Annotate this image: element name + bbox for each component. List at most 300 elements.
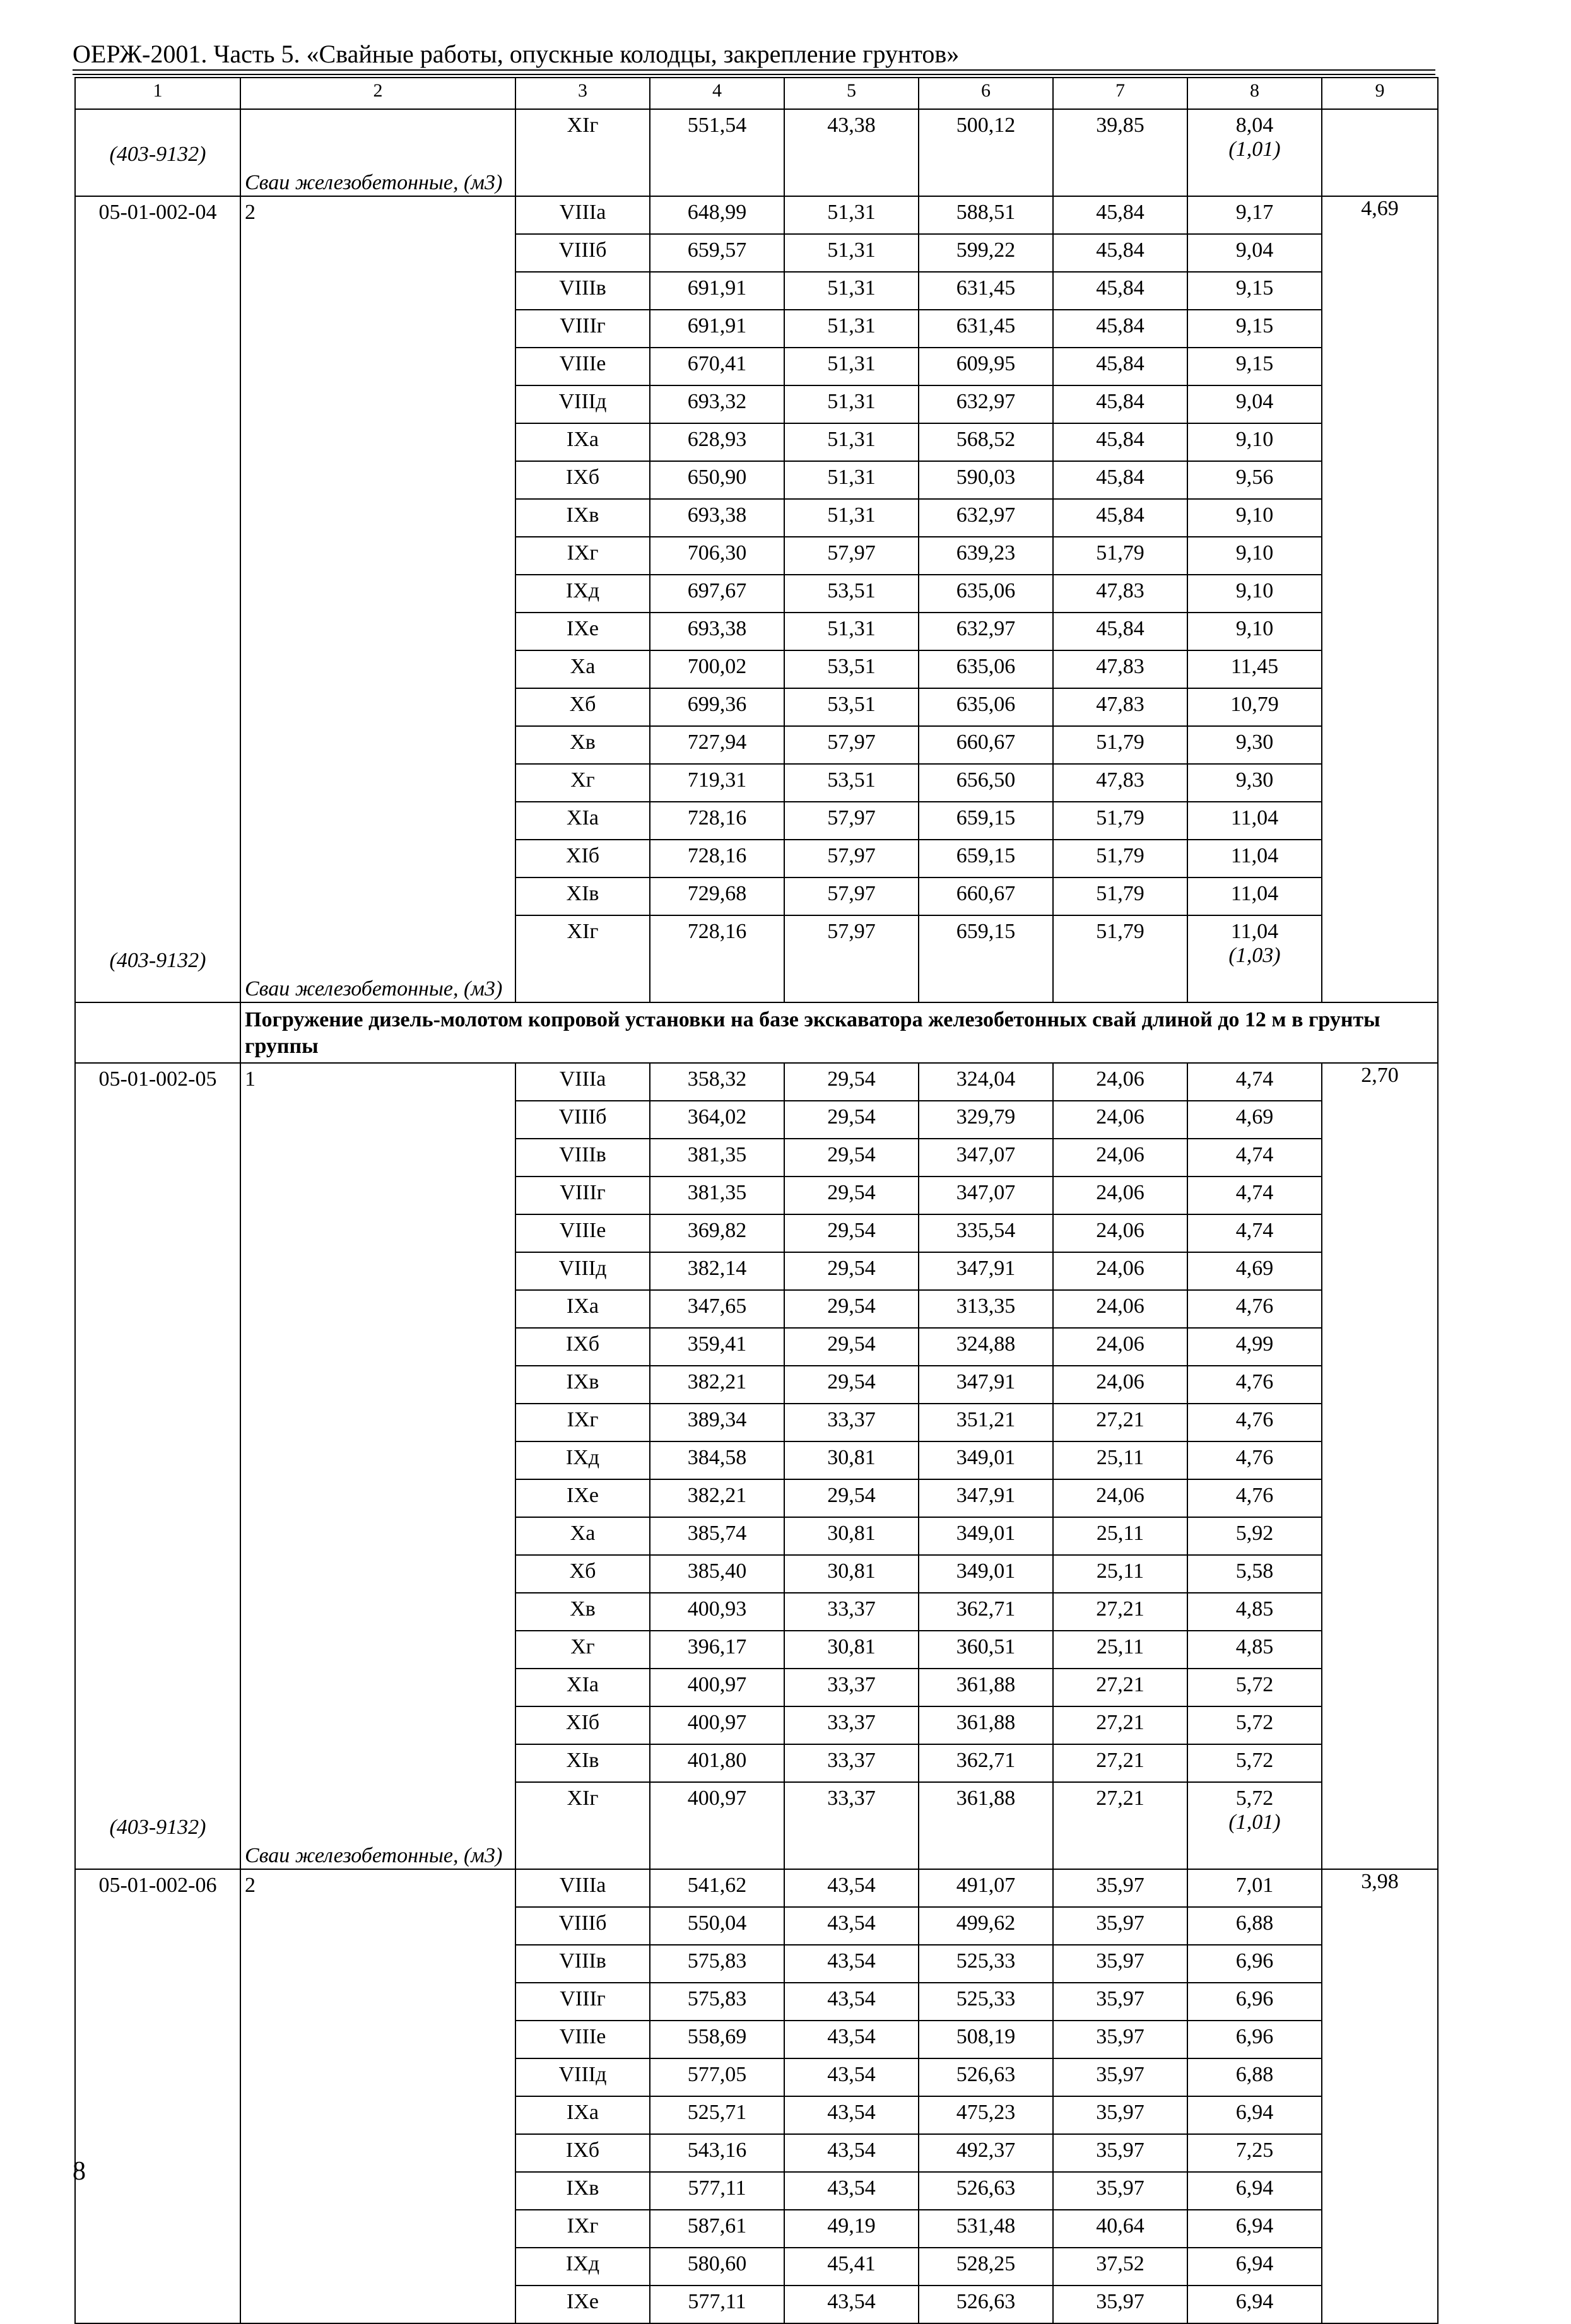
value-cell-c7: 45,84 [1053,310,1187,348]
value-cell-c6: 659,15 [919,840,1053,877]
soil-category: IXа [515,2096,650,2134]
soil-category: VIIIе [515,2021,650,2058]
value-cell-c5: 43,54 [784,1907,919,1945]
soil-category: IXд [515,1441,650,1479]
value-cell-c8: 4,76 [1187,1290,1322,1328]
soil-category: Xг [515,1631,650,1669]
value-cell-c4: 347,65 [650,1290,784,1328]
column-number: 6 [919,78,1053,109]
value-cell-c5: 43,54 [784,2021,919,2058]
value-cell-c8: 5,58 [1187,1555,1322,1593]
value-cell-c5: 45,41 [784,2248,919,2286]
value-cell-c7: 24,06 [1053,1177,1187,1214]
value-cell-c6: 347,91 [919,1252,1053,1290]
value-cell-c7: 35,97 [1053,1869,1187,1907]
soil-category: XIа [515,802,650,840]
soil-group: 2 [245,201,256,224]
value-cell-c8 [1187,1782,1322,1869]
value-cell-c8: 6,88 [1187,1907,1322,1945]
value-cell-c4: 364,02 [650,1101,784,1139]
soil-category: IXв [515,499,650,537]
soil-category: IXа [515,1290,650,1328]
value-cell-c4: 691,91 [650,310,784,348]
table-row [75,1063,1438,1101]
value-cell-c5: 29,54 [784,1063,919,1101]
value-cell-c5: 43,38 [784,109,919,196]
value-cell-c5: 43,54 [784,2096,919,2134]
group-cell [240,196,515,1002]
value-cell-c6: 499,62 [919,1907,1053,1945]
value-cell-c7: 25,11 [1053,1631,1187,1669]
value-cell-c6: 639,23 [919,537,1053,575]
soil-category: IXе [515,1479,650,1517]
value-cell-c6: 635,06 [919,575,1053,613]
value-cell-c5: 33,37 [784,1404,919,1441]
value-cell-c7: 37,52 [1053,2248,1187,2286]
soil-category: XIб [515,840,650,877]
value-cell-c7: 45,84 [1053,613,1187,650]
value-cell-c5: 43,54 [784,2286,919,2323]
value-cell-c5: 43,54 [784,1945,919,1983]
value-cell-c7: 47,83 [1053,575,1187,613]
value-cell-c4: 728,16 [650,915,784,1002]
value-cell-c8: 4,69 [1187,1101,1322,1139]
value-cell-c8: 11,04 [1187,877,1322,915]
soil-category: VIIIд [515,385,650,423]
soil-category: XIв [515,1744,650,1782]
value-cell-c5: 57,97 [784,537,919,575]
value-cell-c7: 47,83 [1053,688,1187,726]
material-ref: (403-9132) [109,143,206,166]
value-cell-c7: 25,11 [1053,1555,1187,1593]
value-cell-c6: 361,88 [919,1706,1053,1744]
value-cell-c8 [1187,109,1322,196]
value-cell-c4: 575,83 [650,1945,784,1983]
rate-code-cell [75,196,240,1002]
value-cell-c4: 587,61 [650,2210,784,2248]
value-cell-c4: 384,58 [650,1441,784,1479]
value-cell-c7: 51,79 [1053,840,1187,877]
value-cell-c6: 349,01 [919,1555,1053,1593]
value-cell-c7: 45,84 [1053,423,1187,461]
value-cell-c5: 53,51 [784,650,919,688]
value-cell-c5: 29,54 [784,1101,919,1139]
value-cell-c8: 6,94 [1187,2286,1322,2323]
rate-code: 05-01-002-05 [98,1067,217,1091]
value-cell-c5: 57,97 [784,915,919,1002]
value-cell-c6: 349,01 [919,1441,1053,1479]
soil-category: VIIIб [515,1907,650,1945]
value-cell-c8: 9,04 [1187,385,1322,423]
value-cell-c4: 727,94 [650,726,784,764]
soil-category: IXе [515,613,650,650]
value-cell-c5: 51,31 [784,348,919,385]
soil-category: VIIIв [515,272,650,310]
soil-category: VIIIе [515,348,650,385]
value-cell-c7: 47,83 [1053,650,1187,688]
value-cell-c7: 24,06 [1053,1101,1187,1139]
value-cell-c4: 550,04 [650,1907,784,1945]
column-number: 4 [650,78,784,109]
value-cell-c5: 53,51 [784,764,919,802]
value-cell-c7: 45,84 [1053,499,1187,537]
soil-category: VIIIд [515,2058,650,2096]
value-cell-c7: 24,06 [1053,1139,1187,1177]
soil-category: IXг [515,1404,650,1441]
group-cell [240,1869,515,2323]
value-cell-c8: 9,15 [1187,310,1322,348]
value-cell-c8: 9,17 [1187,196,1322,234]
value-cell-c4: 400,93 [650,1593,784,1631]
value-cell-c8: 9,30 [1187,726,1322,764]
value-cell-c6: 475,23 [919,2096,1053,2134]
value-cell-c8: 9,15 [1187,272,1322,310]
value-cell-c9: 3,98 [1322,1869,1438,2323]
value-cell-c4: 577,05 [650,2058,784,2096]
value-cell-c7: 45,84 [1053,461,1187,499]
value-cell-c5: 51,31 [784,385,919,423]
value-cell-c4: 385,40 [650,1555,784,1593]
value-cell-c4: 382,21 [650,1479,784,1517]
value-cell-c8: 10,79 [1187,688,1322,726]
column-number: 8 [1187,78,1322,109]
value-cell-c4: 382,14 [650,1252,784,1290]
value-cell-c5: 51,31 [784,499,919,537]
soil-category: XIг [515,915,650,1002]
value-c8: 11,04 [1230,920,1279,943]
soil-category: VIIIе [515,1214,650,1252]
value-cell-c8 [1187,915,1322,1002]
value-cell-c6: 590,03 [919,461,1053,499]
value-cell-c6: 361,88 [919,1782,1053,1869]
soil-category: XIа [515,1669,650,1706]
header-rule [73,74,1435,75]
value-cell-c6: 635,06 [919,650,1053,688]
value-cell-c8: 11,04 [1187,840,1322,877]
value-cell-c7: 45,84 [1053,385,1187,423]
value-cell-c6: 526,63 [919,2286,1053,2323]
value-cell-c7: 27,21 [1053,1744,1187,1782]
soil-category: IXг [515,2210,650,2248]
value-cell-c8: 4,76 [1187,1366,1322,1404]
soil-category: Xв [515,726,650,764]
value-cell-c7: 35,97 [1053,2286,1187,2323]
value-cell-c6: 531,48 [919,2210,1053,2248]
value-cell-c6: 324,04 [919,1063,1053,1101]
value-cell-c4: 693,32 [650,385,784,423]
group-cell [240,109,515,196]
value-cell-c6: 632,97 [919,613,1053,650]
value-cell-c7: 35,97 [1053,2096,1187,2134]
value-cell-c5: 33,37 [784,1706,919,1744]
value-cell-c4: 670,41 [650,348,784,385]
value-cell-c7: 35,97 [1053,1945,1187,1983]
material-name: Сваи железобетонные, (м3) [245,1844,503,1867]
value-cell-c4: 381,35 [650,1177,784,1214]
value-cell-c4: 693,38 [650,499,784,537]
soil-category: IXб [515,1328,650,1366]
value-cell-c5: 29,54 [784,1214,919,1252]
section-code-cell [75,1002,240,1063]
value-cell-c6: 659,15 [919,915,1053,1002]
material-ref: (403-9132) [109,1816,206,1839]
soil-category: XIг [515,109,650,196]
value-cell-c6: 347,91 [919,1366,1053,1404]
value-cell-c8: 4,85 [1187,1593,1322,1631]
value-cell-c6: 632,97 [919,499,1053,537]
value-cell-c7: 35,97 [1053,1983,1187,2021]
column-number-row [75,78,1438,109]
value-cell-c5: 51,31 [784,234,919,272]
value-cell-c5: 43,54 [784,1869,919,1907]
value-cell-c6: 492,37 [919,2134,1053,2172]
value-cell-c5: 57,97 [784,840,919,877]
value-cell-c4: 401,80 [650,1744,784,1782]
soil-category: Xв [515,1593,650,1631]
value-cell-c5: 43,54 [784,2134,919,2172]
column-number: 1 [75,78,240,109]
value-cell-c8: 6,96 [1187,2021,1322,2058]
value-cell-c6: 656,50 [919,764,1053,802]
value-cell-c4: 650,90 [650,461,784,499]
value-cell-c7: 27,21 [1053,1593,1187,1631]
value-cell-c5: 51,31 [784,272,919,310]
soil-category: IXб [515,461,650,499]
value-cell-c4: 580,60 [650,2248,784,2286]
value-cell-c4: 729,68 [650,877,784,915]
value-cell-c5: 57,97 [784,877,919,915]
value-cell-c5: 29,54 [784,1479,919,1517]
value-cell-c7: 51,79 [1053,802,1187,840]
soil-category: IXд [515,2248,650,2286]
value-cell-c5: 51,31 [784,310,919,348]
value-cell-c7: 24,06 [1053,1214,1187,1252]
value-cell-c6: 491,07 [919,1869,1053,1907]
value-cell-c4: 700,02 [650,650,784,688]
value-cell-c6: 347,91 [919,1479,1053,1517]
soil-category: XIг [515,1782,650,1869]
value-cell-c4: 691,91 [650,272,784,310]
value-cell-c7: 27,21 [1053,1669,1187,1706]
value-cell-c8: 4,74 [1187,1177,1322,1214]
section-row [75,1002,1438,1063]
value-cell-c4: 693,38 [650,613,784,650]
soil-category: IXв [515,1366,650,1404]
value-cell-c5: 33,37 [784,1669,919,1706]
value-cell-c4: 697,67 [650,575,784,613]
soil-category: XIв [515,877,650,915]
soil-category: Xа [515,1517,650,1555]
value-cell-c7: 24,06 [1053,1328,1187,1366]
value-cell-c6: 347,07 [919,1177,1053,1214]
soil-category: VIIIг [515,1983,650,2021]
value-cell-c7: 35,97 [1053,2021,1187,2058]
soil-group: 1 [245,1067,256,1091]
value-cell-c8: 6,94 [1187,2172,1322,2210]
soil-category: IXб [515,2134,650,2172]
value-cell-c8: 4,76 [1187,1479,1322,1517]
value-cell-c7: 35,97 [1053,1907,1187,1945]
value-cell-c6: 631,45 [919,310,1053,348]
price-table [74,77,1439,2324]
value-cell-c6: 568,52 [919,423,1053,461]
value-cell-c5: 53,51 [784,575,919,613]
value-cell-c4: 358,32 [650,1063,784,1101]
value-cell-c4: 385,74 [650,1517,784,1555]
value-cell-c6: 635,06 [919,688,1053,726]
soil-category: Xа [515,650,650,688]
value-cell-c4: 381,35 [650,1139,784,1177]
value-cell-c5: 43,54 [784,2172,919,2210]
soil-group: 2 [245,1874,256,1897]
soil-category: Xб [515,1555,650,1593]
value-cell-c5: 30,81 [784,1631,919,1669]
soil-category: IXд [515,575,650,613]
value-cell-c7: 47,83 [1053,764,1187,802]
value-cell-c4: 577,11 [650,2286,784,2323]
section-title: Погружение дизель-молотом копровой установки на базе экскаватора железобетонных свай длиной до 12 м в грунты группы [240,1002,1438,1063]
value-cell-c5: 29,54 [784,1177,919,1214]
value-cell-c5: 29,54 [784,1139,919,1177]
value-cell-c5: 33,37 [784,1744,919,1782]
value-cell-c7: 25,11 [1053,1517,1187,1555]
value-cell-c6: 360,51 [919,1631,1053,1669]
value-cell-c7: 24,06 [1053,1366,1187,1404]
value-cell-c5: 29,54 [784,1366,919,1404]
value-cell-c6: 335,54 [919,1214,1053,1252]
value-cell-c5: 51,31 [784,613,919,650]
value-cell-c6: 362,71 [919,1744,1053,1782]
value-cell-c8: 5,72 [1187,1669,1322,1706]
value-cell-c6: 347,07 [919,1139,1053,1177]
value-cell-c8: 9,10 [1187,423,1322,461]
value-cell-c7: 45,84 [1053,348,1187,385]
value-cell-c8: 11,04 [1187,802,1322,840]
value-cell-c7: 40,64 [1053,2210,1187,2248]
value-cell-c8: 4,74 [1187,1139,1322,1177]
soil-category: VIIIг [515,310,650,348]
value-cell-c8: 7,25 [1187,2134,1322,2172]
value-cell-c5: 33,37 [784,1593,919,1631]
value-cell-c8: 4,76 [1187,1441,1322,1479]
value-cell-c8: 4,85 [1187,1631,1322,1669]
table-row [75,196,1438,234]
value-cell-c7: 27,21 [1053,1404,1187,1441]
value-cell-c8: 6,94 [1187,2248,1322,2286]
value-cell-c8: 9,04 [1187,234,1322,272]
value-cell-c7: 35,97 [1053,2172,1187,2210]
value-c8: 8,04 [1235,114,1274,137]
value-cell-c5: 30,81 [784,1555,919,1593]
value-cell-c9: 4,69 [1322,196,1438,1002]
value-cell-c4: 525,71 [650,2096,784,2134]
value-cell-c6: 525,33 [919,1945,1053,1983]
value-cell-c4: 628,93 [650,423,784,461]
value-cell-c8: 9,10 [1187,499,1322,537]
value-cell-c8: 4,69 [1187,1252,1322,1290]
value-cell-c4: 728,16 [650,840,784,877]
value-cell-c7: 45,84 [1053,234,1187,272]
value-cell-c5: 57,97 [784,802,919,840]
value-cell-c8: 9,10 [1187,575,1322,613]
value-cell-c6: 349,01 [919,1517,1053,1555]
value-cell-c7: 35,97 [1053,2134,1187,2172]
value-cell-c6: 525,33 [919,1983,1053,2021]
value-cell-c6: 631,45 [919,272,1053,310]
value-cell-c4: 728,16 [650,802,784,840]
value-cell-c4: 699,36 [650,688,784,726]
value-cell-c5: 51,31 [784,423,919,461]
value-cell-c6: 659,15 [919,802,1053,840]
value-cell-c7: 25,11 [1053,1441,1187,1479]
value-cell-c4: 577,11 [650,2172,784,2210]
rate-code-cell [75,109,240,196]
value-cell-c8: 9,56 [1187,461,1322,499]
value-cell-c7: 39,85 [1053,109,1187,196]
soil-category: VIIIа [515,1869,650,1907]
rate-code-cell [75,1869,240,2323]
value-c8: 5,72 [1235,1787,1274,1810]
value-cell-c4: 558,69 [650,2021,784,2058]
value-cell-c7: 27,21 [1053,1782,1187,1869]
value-cell-c4: 543,16 [650,2134,784,2172]
value-cell-c7: 45,84 [1053,196,1187,234]
material-name: Сваи железобетонные, (м3) [245,977,503,1001]
soil-category: VIIIб [515,1101,650,1139]
soil-category: XIб [515,1706,650,1744]
soil-category: VIIIа [515,196,650,234]
value-cell-c5: 49,19 [784,2210,919,2248]
value-cell-c4: 382,21 [650,1366,784,1404]
value-cell-c8: 4,74 [1187,1214,1322,1252]
value-cell-c5: 30,81 [784,1517,919,1555]
material-name: Сваи железобетонные, (м3) [245,171,503,194]
soil-category: VIIIд [515,1252,650,1290]
soil-category: VIIIб [515,234,650,272]
value-cell-c4: 648,99 [650,196,784,234]
value-cell-c6: 508,19 [919,2021,1053,2058]
value-cell-c8: 4,74 [1187,1063,1322,1101]
value-cell-c4: 359,41 [650,1328,784,1366]
value-cell-c8: 6,96 [1187,1983,1322,2021]
value-cell-c8: 5,72 [1187,1744,1322,1782]
soil-category: IXа [515,423,650,461]
material-coefficient: (1,03) [1228,944,1281,967]
value-cell-c6: 361,88 [919,1669,1053,1706]
value-cell-c8: 6,96 [1187,1945,1322,1983]
value-cell-c7: 24,06 [1053,1290,1187,1328]
column-number: 3 [515,78,650,109]
value-cell-c6: 660,67 [919,877,1053,915]
value-cell-c7: 51,79 [1053,915,1187,1002]
value-cell-c4: 396,17 [650,1631,784,1669]
value-cell-c6: 526,63 [919,2058,1053,2096]
value-cell-c7: 27,21 [1053,1706,1187,1744]
value-cell-c4: 659,57 [650,234,784,272]
value-cell-c4: 369,82 [650,1214,784,1252]
value-cell-c7: 51,79 [1053,726,1187,764]
value-cell-c8: 9,10 [1187,613,1322,650]
soil-category: VIIIа [515,1063,650,1101]
value-cell-c7: 24,06 [1053,1252,1187,1290]
page-header: ОЕРЖ-2001. Часть 5. «Свайные работы, опускные колодцы, закрепление грунтов» [73,40,960,68]
value-cell-c6: 500,12 [919,109,1053,196]
value-cell-c8: 4,76 [1187,1404,1322,1441]
soil-category: VIIIв [515,1945,650,1983]
value-cell-c6: 362,71 [919,1593,1053,1631]
table-row [75,1869,1438,1907]
value-cell-c6: 324,88 [919,1328,1053,1366]
